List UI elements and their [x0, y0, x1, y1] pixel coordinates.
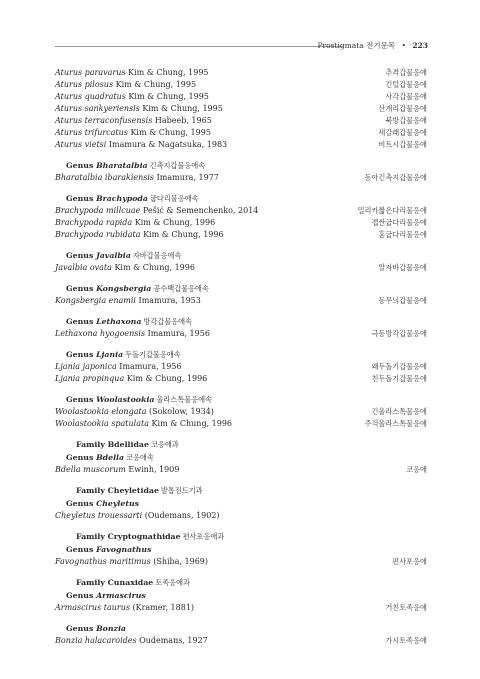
family-name: Bdellidae — [107, 440, 149, 449]
species-name-ko: 세갈래갑물응애 — [378, 128, 427, 137]
species-row — [55, 217, 427, 229]
genus-name: Javalbia — [96, 251, 131, 260]
genus-name: Kongsbergia — [96, 284, 152, 293]
species-name-ko: 거친토족응애 — [385, 603, 427, 612]
species-name-ko: 비트시갑물응애 — [378, 140, 427, 149]
species-author: Imamura, 1956 — [147, 329, 210, 338]
species-row — [55, 328, 427, 340]
species-author: Kim & Chung, 1995 — [142, 104, 223, 113]
genus-name: Ljania — [96, 350, 124, 359]
species-author: Kim & Chung, 1996 — [126, 374, 208, 383]
species-name-ko: 동아긴촉지갑물응애 — [364, 173, 427, 182]
species-name: Favognathus maritimus — [55, 557, 151, 566]
species-name: Brachypoda millcuae — [55, 206, 141, 215]
species-row — [55, 556, 427, 568]
species-row — [55, 602, 427, 614]
species-row — [55, 510, 427, 522]
species-author: Kim & Chung, 1995 — [130, 128, 211, 137]
species-author: Imamura, 1977 — [156, 173, 219, 182]
species-author: Kim & Chung, 1995 — [115, 80, 197, 89]
species-author: (Oudemans, 1902) — [144, 511, 220, 520]
species-name: Aturus quadratus — [55, 92, 126, 101]
species-name-ko: 왜두돌기갑물응애 — [371, 362, 427, 371]
species-author: Kim & Chung, 1996 — [143, 230, 224, 239]
header-text — [317, 40, 428, 52]
running-header — [55, 40, 428, 52]
species-author: Kim & Chung, 1996 — [114, 263, 195, 272]
species-name: Aturus paravarus — [55, 68, 126, 77]
species-name: Lethaxona hyogoensis — [55, 329, 146, 338]
header-section-ko: 전기문목 — [366, 41, 396, 50]
species-author: Kim & Chung, 1995 — [128, 92, 209, 101]
family-heading: Family Cryptognathidae 편사포응애과 — [76, 532, 225, 541]
species-row — [55, 295, 427, 307]
species-name-ko: 가시토족응애 — [385, 636, 427, 645]
species-row — [55, 406, 427, 418]
species-name-ko: 산계리갑물응애 — [378, 104, 427, 113]
genus-name-ko: 공수백갑물응애속 — [153, 284, 209, 293]
species-name-ko: 추격갑물응애 — [385, 68, 427, 77]
species-name-ko: 극동방각갑물응애 — [371, 329, 427, 338]
species-name: Aturus vietsi — [55, 140, 107, 149]
genus-name-ko: 울라스톡물응애속 — [156, 395, 212, 404]
species-author: (Shiba, 1969) — [153, 557, 209, 566]
species-name: Bharatalbia ibarakiensis — [55, 173, 155, 182]
genus-name: Woolastookia — [96, 395, 155, 404]
species-name: Bdella muscorum — [55, 465, 126, 474]
family-name: Cryptognathidae — [107, 532, 181, 541]
species-author: Imamura & Nagatsuka, 1983 — [108, 140, 228, 149]
genus-heading: Genus Lethaxona 방각갑물응애속 — [66, 317, 193, 326]
species-row — [55, 172, 427, 184]
species-name-ko: 밀리카짧은다리물응애 — [357, 206, 427, 215]
genus-name-ko: 방각갑물응애속 — [143, 317, 193, 326]
family-name-ko: 토족응애과 — [155, 578, 190, 587]
species-author: Ewinh, 1909 — [128, 465, 180, 474]
genus-name: Bdella — [96, 453, 125, 462]
genus-name-ko: 긴촉지갑물응애속 — [149, 161, 206, 170]
genus-heading: Genus Ljania 두돌기갑물응애속 — [66, 350, 181, 359]
genus-heading: Genus Kongsbergia 공수백갑물응애속 — [66, 284, 209, 293]
species-name-ko: 긴털갑물응애 — [385, 80, 427, 89]
genus-heading: Genus Armascirus — [66, 591, 146, 600]
species-name-ko: 긴울라스톡물응애 — [371, 407, 427, 416]
family-heading: Family Cheyletidae 발톱진드기과 — [76, 486, 203, 495]
genus-heading: Genus Favognathus — [66, 545, 152, 554]
species-author: Habeeb, 1965 — [154, 116, 212, 125]
header-section: Prostigmata — [317, 41, 364, 50]
species-author: Kim & Chung, 1996 — [134, 218, 216, 227]
species-row — [55, 127, 427, 139]
species-row — [55, 103, 427, 115]
species-name: Kongsbergia enamii — [55, 296, 136, 305]
species-row — [55, 115, 427, 127]
species-name-ko: 주걱울라스톡물응애 — [364, 419, 427, 428]
species-name-ko: 친두돌기갑물응애 — [371, 374, 427, 383]
genus-heading: Genus Bonzia — [66, 624, 126, 633]
species-name-ko: 홍굽다리물응애 — [378, 230, 427, 239]
species-row — [55, 139, 427, 151]
genus-name: Brachypoda — [96, 194, 148, 203]
species-name: Aturus sankyeriensis — [55, 104, 140, 113]
species-author: Pešić & Semenchenko, 2014 — [142, 206, 259, 215]
genus-name-ko: 두돌기갑물응애속 — [125, 350, 181, 359]
genus-heading: Genus Bharatalbia 긴촉지갑물응애속 — [66, 161, 206, 170]
species-author: Kim & Chung, 1996 — [151, 419, 233, 428]
species-author: Imamura, 1956 — [119, 362, 182, 371]
species-name-ko: 사각갑물응애 — [385, 92, 427, 101]
genus-heading: Genus Cheyletus — [66, 499, 140, 508]
genus-heading: Genus Javalbia 자바갑물응애속 — [66, 251, 182, 260]
species-row — [55, 373, 427, 385]
family-name: Cunaxidae — [107, 578, 154, 587]
species-name: Ljania propinqua — [55, 374, 125, 383]
genus-name: Bharatalbia — [96, 161, 148, 170]
species-row — [55, 67, 427, 79]
species-name-ko: 잽싼굽다리물응애 — [371, 218, 427, 227]
species-name: Woolastookia elongata — [55, 407, 147, 416]
genus-name: Bonzia — [96, 624, 126, 633]
species-name: Armascirus taurus — [55, 603, 130, 612]
species-row — [55, 418, 427, 430]
header-rule — [55, 46, 343, 47]
species-row — [55, 635, 427, 647]
species-name: Bonzia halacaroides — [55, 636, 137, 645]
species-row — [55, 205, 427, 217]
checklist — [55, 67, 427, 647]
species-row — [55, 91, 427, 103]
family-name: Cheyletidae — [107, 486, 159, 495]
species-name: Brachypoda rubidata — [55, 230, 141, 239]
family-name-ko: 코응애과 — [150, 440, 179, 449]
species-row — [55, 229, 427, 241]
header-bullet: • — [401, 41, 406, 50]
family-name-ko: 편사포응애과 — [182, 532, 225, 541]
genus-name-ko: 자바갑물응애속 — [132, 251, 182, 260]
genus-name: Armascirus — [96, 591, 146, 600]
genus-heading: Genus Bdella 코응애속 — [66, 453, 154, 462]
species-name: Cheyletus trouessarti — [55, 511, 143, 520]
species-row — [55, 262, 427, 274]
species-name-ko: 코응애 — [406, 465, 427, 474]
genus-heading: Genus Woolastookia 울라스톡물응애속 — [66, 395, 212, 404]
species-name-ko: 등무늬갑물응애 — [378, 296, 427, 305]
genus-name-ko: 코응애속 — [126, 453, 154, 462]
species-name: Aturus terraconfusensis — [55, 116, 153, 125]
species-name: Brachypoda rapida — [55, 218, 133, 227]
species-author: (Sokolow, 1934) — [149, 407, 214, 416]
species-row — [55, 79, 427, 91]
species-name: Aturus trifurcatus — [55, 128, 128, 137]
species-name-ko: 알자바갑물응애 — [378, 263, 427, 272]
species-author: Kim & Chung, 1995 — [128, 68, 209, 77]
species-name-ko: 북방갑물응애 — [385, 116, 427, 125]
species-author: (Kramer, 1881) — [132, 603, 195, 612]
genus-heading: Genus Brachypoda 굽다리물응애속 — [66, 194, 199, 203]
species-row — [55, 464, 427, 476]
family-name-ko: 발톱진드기과 — [160, 486, 203, 495]
genus-name: Cheyletus — [96, 499, 140, 508]
family-heading: Family Cunaxidae 토족응애과 — [76, 578, 190, 587]
family-heading: Family Bdellidae 코응애과 — [76, 440, 179, 449]
species-name: Javalbia ovata — [55, 263, 112, 272]
species-name-ko: 편사포응애 — [392, 557, 427, 566]
genus-name: Lethaxona — [96, 317, 142, 326]
species-name: Woolastookia spatulata — [55, 419, 149, 428]
genus-name-ko: 굽다리물응애속 — [149, 194, 199, 203]
page-number: 223 — [412, 41, 428, 50]
species-row — [55, 361, 427, 373]
species-name: Aturus pilosus — [55, 80, 114, 89]
species-author: Oudemans, 1927 — [139, 636, 208, 645]
genus-name: Favognathus — [96, 545, 152, 554]
species-author: Imamura, 1953 — [138, 296, 201, 305]
species-name: Ljania japonica — [55, 362, 117, 371]
